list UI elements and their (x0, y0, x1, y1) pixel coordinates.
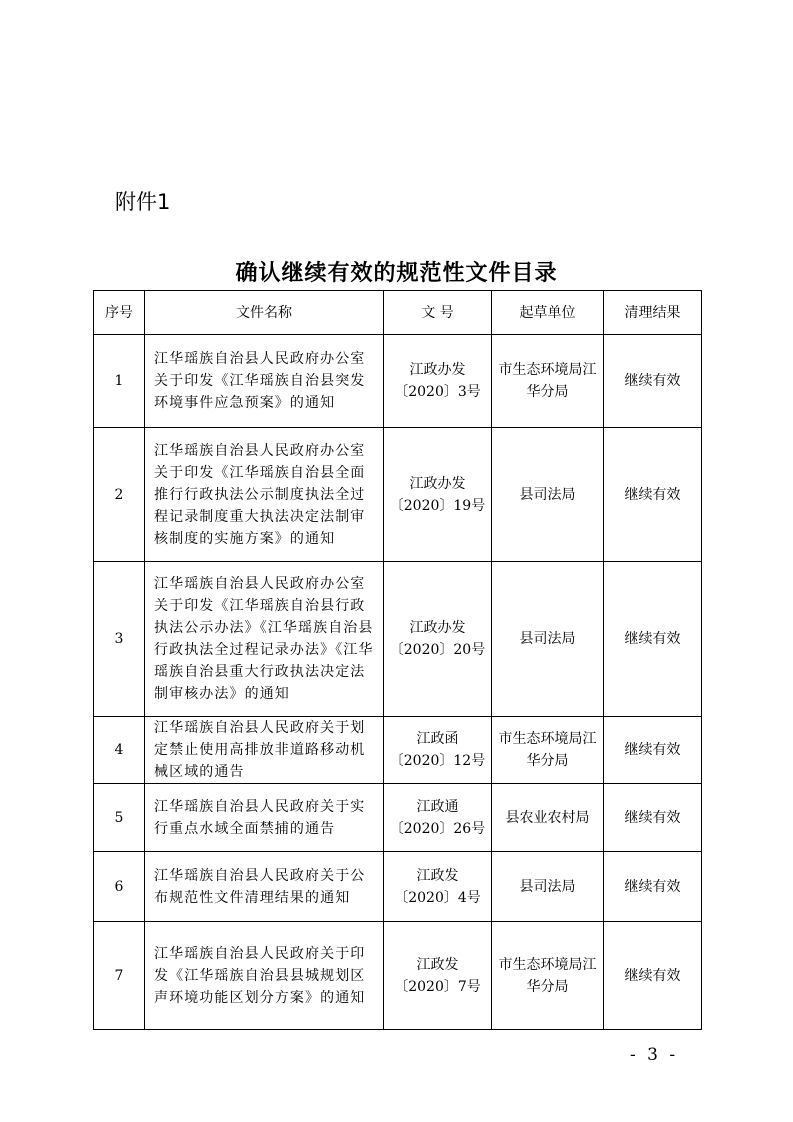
table-row (94, 335, 702, 428)
page-number: - 3 - (630, 1045, 679, 1065)
row-name: 江华瑶族自治县人民政府办公室关于印发《江华瑶族自治县突发环境事件应急预案》的通知 (145, 335, 384, 428)
document-title: 确认继续有效的规范性文件目录 (235, 260, 558, 286)
row-result: 继续有效 (604, 922, 702, 1030)
row-drafter: 市生态环境局江华分局 (492, 717, 604, 784)
table-row (94, 428, 702, 562)
row-doc-no (384, 562, 492, 717)
attachment-label: 附件1 (115, 190, 171, 214)
row-seq: 4 (94, 717, 145, 784)
header-seq: 序号 (94, 291, 145, 335)
table-row (94, 717, 702, 784)
table-row (94, 562, 702, 717)
doc-no-number: 〔2020〕20号 (389, 642, 486, 658)
row-doc-no (384, 717, 492, 784)
row-seq: 6 (94, 852, 145, 922)
row-drafter: 县司法局 (492, 852, 604, 922)
table-row (94, 852, 702, 922)
row-drafter: 市生态环境局江华分局 (492, 335, 604, 428)
row-name: 江华瑶族自治县人民政府关于公布规范性文件清理结果的通知 (145, 852, 384, 922)
doc-no-type: 江政发 (416, 867, 459, 884)
doc-no-number: 〔2020〕19号 (389, 497, 486, 514)
doc-no-number: 〔2020〕26号 (389, 820, 486, 837)
doc-no-number: 〔2020〕7号 (394, 978, 481, 995)
row-seq: 7 (94, 922, 145, 1030)
row-name: 江华瑶族自治县人民政府关于实行重点水域全面禁捕的通告 (145, 784, 384, 852)
row-result: 继续有效 (604, 335, 702, 428)
header-name: 文件名称 (145, 291, 384, 335)
row-result: 继续有效 (604, 562, 702, 717)
row-result: 继续有效 (604, 784, 702, 852)
header-doc-no: 文 号 (384, 291, 492, 335)
row-seq: 2 (94, 428, 145, 562)
header-result: 清理结果 (604, 291, 702, 335)
doc-no-type: 江政办发 (409, 620, 466, 636)
row-drafter: 县司法局 (492, 428, 604, 562)
doc-no-type: 江政办发 (409, 475, 466, 492)
row-doc-no (384, 335, 492, 428)
doc-no-type: 江政办发 (409, 362, 466, 378)
doc-no-number: 〔2020〕3号 (394, 384, 481, 400)
row-result: 继续有效 (604, 717, 702, 784)
row-seq: 3 (94, 562, 145, 717)
row-doc-no (384, 784, 492, 852)
row-drafter: 县司法局 (492, 562, 604, 717)
row-name: 江华瑶族自治县人民政府办公室关于印发《江华瑶族自治县行政执法公示办法》《江华瑶族自治县行政执法全过程记录办法》《江华瑶族自治县重大行政执法决定法制审核办法》的通知 (145, 562, 384, 717)
row-doc-no (384, 428, 492, 562)
doc-no-type: 江政通 (416, 798, 459, 815)
row-drafter: 市生态环境局江华分局 (492, 922, 604, 1030)
table-row (94, 784, 702, 852)
row-result: 继续有效 (604, 428, 702, 562)
row-seq: 5 (94, 784, 145, 852)
row-name: 江华瑶族自治县人民政府关于划定禁止使用高排放非道路移动机械区域的通告 (145, 717, 384, 784)
doc-no-number: 〔2020〕4号 (394, 889, 481, 906)
row-result: 继续有效 (604, 852, 702, 922)
document-table (93, 290, 702, 1030)
doc-no-type: 江政发 (416, 956, 459, 973)
row-seq: 1 (94, 335, 145, 428)
row-name: 江华瑶族自治县人民政府关于印发《江华瑶族自治县县城规划区声环境功能区划分方案》的通知 (145, 922, 384, 1030)
row-doc-no (384, 922, 492, 1030)
header-drafter: 起草单位 (492, 291, 604, 335)
row-name: 江华瑶族自治县人民政府办公室关于印发《江华瑶族自治县全面推行行政执法公示制度执法全过程记录制度重大执法决定法制审核制度的实施方案》的通知 (145, 428, 384, 562)
table-row (94, 922, 702, 1030)
doc-no-type: 江政函 (416, 731, 459, 747)
row-doc-no (384, 852, 492, 922)
row-drafter: 县农业农村局 (492, 784, 604, 852)
doc-no-number: 〔2020〕12号 (389, 753, 486, 769)
table-header-row (94, 291, 702, 335)
